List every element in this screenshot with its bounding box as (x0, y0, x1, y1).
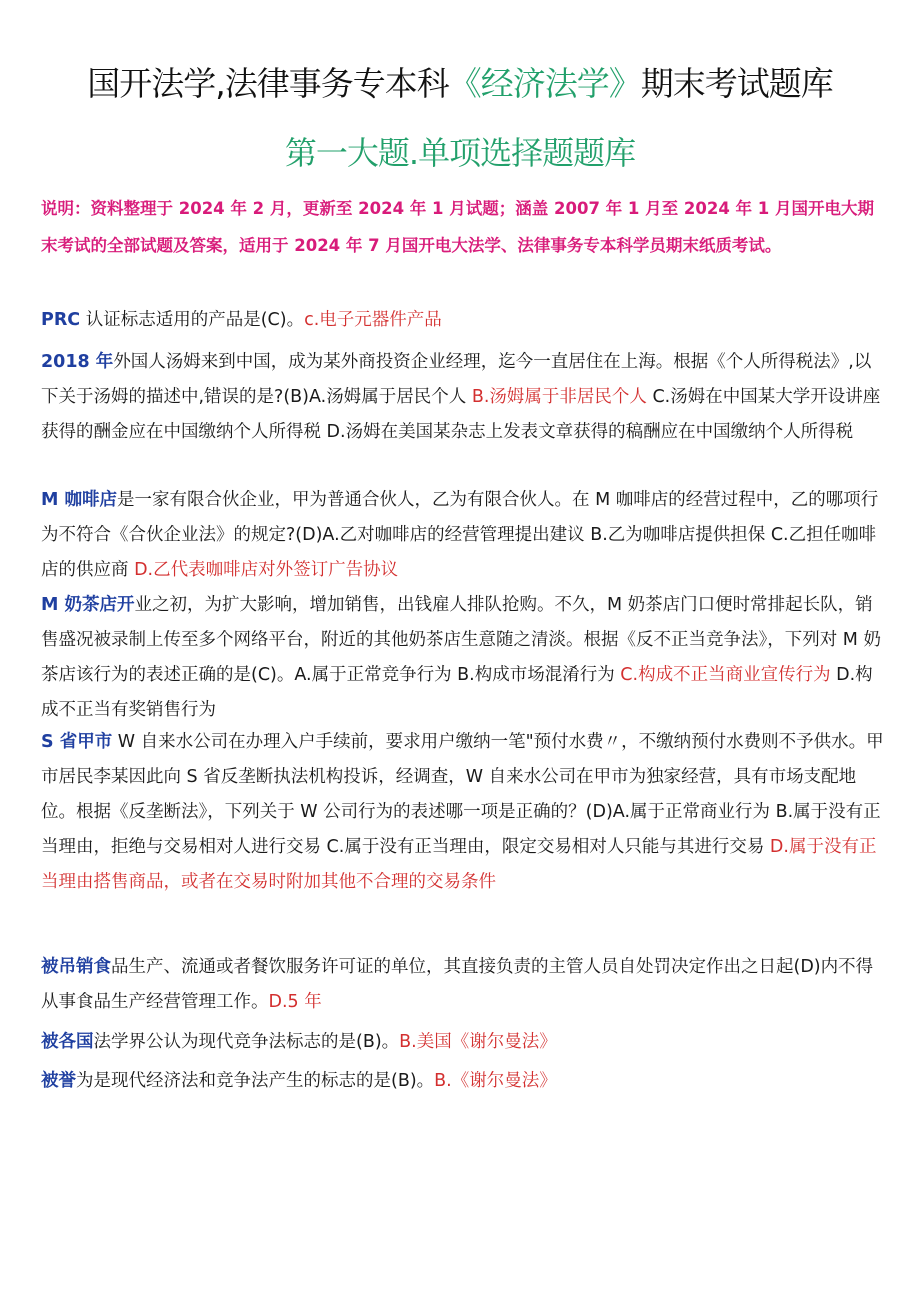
question-keyword: 被誉 (41, 1071, 76, 1091)
question-answer: D.属于没有正当理由搭售商品，或者在交易时附加其他不合理的交易条件 (41, 837, 877, 892)
question-keyword: 2018 年 (41, 352, 114, 372)
question-text: 是一家有限合伙企业，甲为普通合伙人，乙为有限合伙人。在 M 咖啡店的经营过程中，乙的哪项行为不符合《合伙企业法》的规定?(D)A.乙对咖啡店的经营管理提出建议 B.乙为咖啡店提供担保 C.乙担任咖啡店的供应商 (41, 490, 879, 580)
title-text-1: 国开法学,法律事务专本科 (87, 64, 449, 103)
question-answer: B.美国《谢尔曼法》 (399, 1032, 557, 1052)
question-answer: C.构成不正当商业宣传行为 (620, 665, 831, 685)
question-answer: D.乙代表咖啡店对外签订广告协议 (134, 560, 399, 580)
question-keyword: M 咖啡店 (41, 490, 118, 510)
question-text: 业之初，为扩大影响，增加销售，出钱雇人排队抢购。不久，M 奶茶店门口便时常排起长队，销售盛况被录制上传至多个网络平台，附近的其他奶茶店生意随之清淡。根据《反不正当竞争法》，下列对 M 奶茶店该行为的表述正确的是(C)。A.属于正常竞争行为 B.构成市场混淆行为 (41, 595, 881, 685)
document-note: 说明：资料整理于 2024 年 2 月，更新至 2024 年 1 月试题；涵盖 2007 年 1 月至 2024 年 1 月国开电大期末考试的全部试题及答案，适用于 2024 年 7 月国开电大法学、法律事务专本科学员期末纸质考试。 (41, 199, 875, 255)
title-text-2: 期末考试题库 (640, 64, 833, 103)
question-text: 为是现代经济法和竞争法产生的标志的是(B)。 (76, 1071, 435, 1091)
question-text-after: C.汤姆在中国某大学开设讲座获得的酬金应在中国缴纳个人所得税 D.汤姆在美国某杂志上发表文章获得的稿酬应在中国缴纳个人所得税 (41, 387, 881, 442)
question-item (41, 725, 886, 900)
section-heading: 第一大题.单项选择题题库 (284, 134, 636, 172)
question-answer: D.5 年 (268, 992, 322, 1012)
question-item (41, 1064, 886, 1099)
document-title (0, 62, 920, 106)
question-text: 品生产、流通或者餐饮服务许可证的单位，其直接负责的主管人员自处罚决定作出之日起(D)内不得从事食品生产经营管理工作。 (41, 957, 874, 1012)
question-item (41, 588, 886, 728)
question-keyword: 被吊销食 (41, 957, 111, 977)
question-keyword: S 省甲市 (41, 732, 113, 752)
question-keyword: 被各国 (41, 1032, 94, 1052)
question-item (41, 483, 886, 588)
question-item (41, 303, 886, 338)
question-answer: B.汤姆属于非居民个人 (471, 387, 647, 407)
question-keyword: M 奶茶店开 (41, 595, 135, 615)
question-item (41, 1025, 886, 1060)
question-text: 认证标志适用的产品是(C)。 (80, 310, 305, 330)
question-item (41, 345, 886, 450)
question-text-after: D.构成不正当有奖销售行为 (41, 665, 873, 720)
question-answer: B.《谢尔曼法》 (434, 1071, 557, 1091)
question-text: 外国人汤姆来到中国，成为某外商投资企业经理，迄今一直居住在上海。根据《个人所得税法》,以下关于汤姆的描述中,错误的是?(B)A.汤姆属于居民个人 (41, 352, 872, 407)
question-text: 法学界公认为现代竞争法标志的是(B)。 (93, 1032, 400, 1052)
question-item (41, 950, 886, 1020)
question-answer: c.电子元器件产品 (304, 310, 442, 330)
question-keyword: PRC (41, 310, 81, 330)
title-text-accent: 《经济法学》 (448, 64, 641, 103)
question-text: W 自来水公司在办理入户手续前，要求用户缴纳一笔"预付水费〃，不缴纳预付水费则不予供水。甲市居民李某因此向 S 省反垄断执法机构投诉，经调查，W 自来水公司在甲市为独家经营，具有市场支配地位。根据《反垄断法》，下列关于 W 公司行为的表述哪一项是正确的？(D)A.属于正常商业行为 B.属于没有正当理由，拒绝与交易相对人进行交易 C.属于没有正当理由，限定交易相对人只能与其进行交易 (41, 732, 884, 857)
